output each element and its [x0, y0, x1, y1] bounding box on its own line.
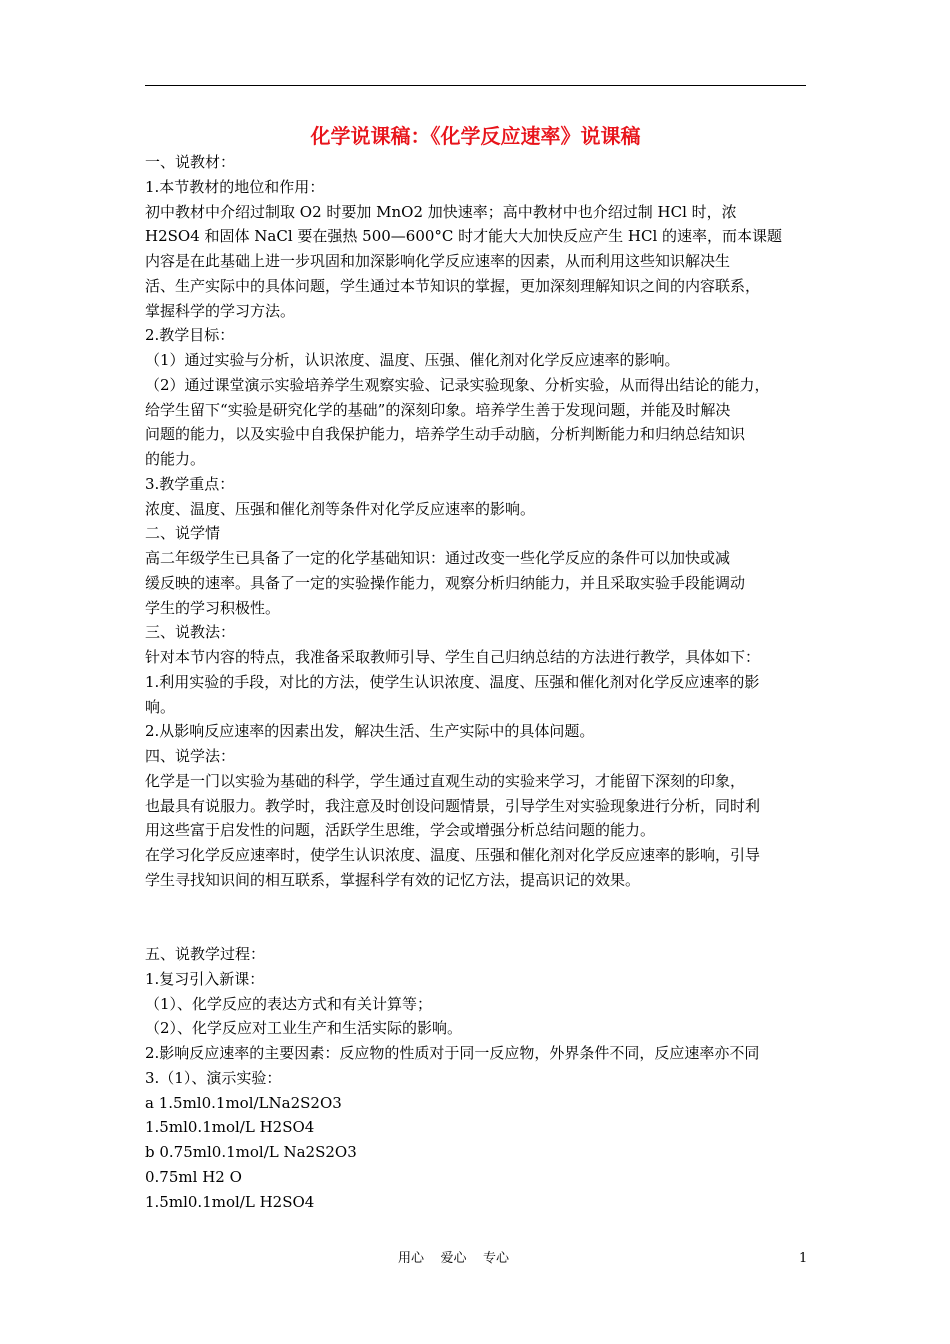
text-line: 活、生产实际中的具体问题，学生通过本节知识的掌握，更加深刻理解知识之间的内容联系， — [145, 276, 761, 295]
text-line: 1.5ml0.1mol/L H2SO4 — [145, 1118, 315, 1137]
text-line: 1.复习引入新课： — [145, 969, 265, 988]
text-line: 浓度、温度、压强和催化剂等条件对化学反应速率的影响。 — [145, 499, 536, 518]
header-rule — [145, 85, 806, 86]
text-line: 也最具有说服力。教学时，我注意及时创设问题情景，引导学生对实验现象进行分析，同时利 — [145, 796, 761, 815]
text-line: 化学是一门以实验为基础的科学，学生通过直观生动的实验来学习，才能留下深刻的印象， — [145, 771, 746, 790]
text-line — [145, 917, 809, 942]
text-line: H2SO4 和固体 NaCl 要在强热 500—600°C 时才能大大加快反应产生 HCl 的速率，而本课题 — [145, 227, 783, 246]
text-line — [145, 893, 809, 918]
text-line: 一、说教材： — [145, 153, 236, 171]
text-line: 2.教学目标： — [145, 326, 235, 345]
text-line: 给学生留下“实验是研究化学的基础”的深刻印象。培养学生善于发现问题，并能及时解决 — [145, 400, 731, 419]
text-line: b 0.75ml0.1mol/L Na2S2O3 — [145, 1143, 357, 1161]
text-line: 用这些富于启发性的问题，活跃学生思维，学会或增强分析总结问题的能力。 — [145, 821, 656, 840]
text-line: 三、说教法： — [145, 623, 236, 642]
text-line: 问题的能力，以及实验中自我保护能力，培养学生动手动脑，分析判断能力和归纳总结知识 — [145, 425, 746, 444]
text-line: （2）通过课堂演示实验培养学生观察实验、记录实验现象、分析实验，从而得出结论的能力， — [145, 375, 770, 394]
text-line: 四、说学法： — [145, 747, 236, 765]
text-line: （2）、化学反应对工业生产和生活实际的影响。 — [145, 1019, 463, 1038]
text-line: 五、说教学过程： — [145, 945, 266, 963]
text-line: a 1.5ml0.1mol/LNa2S2O3 — [145, 1093, 342, 1112]
text-line: 针对本节内容的特点，我准备采取教师引导、学生自己归纳总结的方法进行教学，具体如下： — [145, 648, 761, 666]
text-line: 的能力。 — [145, 450, 206, 468]
text-line: 学生的学习积极性。 — [145, 598, 281, 617]
text-line: 3.（1）、演示实验： — [145, 1068, 282, 1087]
text-line: 2.从影响反应速率的因素出发，解决生活、生产实际中的具体问题。 — [145, 722, 595, 741]
text-line: 掌握科学的学习方法。 — [145, 301, 296, 320]
document-body — [145, 150, 809, 1214]
text-line: 响。 — [145, 697, 176, 716]
text-line: （1）、化学反应的表达方式和有关计算等； — [145, 994, 433, 1013]
text-line: 0.75ml H2 O — [145, 1167, 242, 1186]
document-title: 化学说课稿：《化学反应速率》说课稿 — [310, 124, 641, 148]
text-line: 高二年级学生已具备了一定的化学基础知识：通过改变一些化学反应的条件可以加快或减 — [145, 549, 731, 567]
text-line: 在学习化学反应速率时，使学生认识浓度、温度、压强和催化剂对化学反应速率的影响，引导 — [145, 846, 761, 864]
text-line: 初中教材中介绍过制取 O2 时要加 MnO2 加快速率；高中教材中也介绍过制 HCl 时，浓 — [145, 202, 737, 221]
page-number: 1 — [799, 1251, 808, 1266]
text-line: 学生寻找知识间的相互联系，掌握科学有效的记忆方法，提高识记的效果。 — [145, 870, 641, 889]
footer-motto: 用心 爱心 专心 — [398, 1251, 510, 1266]
text-line: 1.本节教材的地位和作用： — [145, 177, 325, 196]
text-line: 二、说学情 — [145, 524, 221, 543]
text-line: 2.影响反应速率的主要因素：反应物的性质对于同一反应物，外界条件不同，反应速率亦不同 — [145, 1044, 760, 1062]
text-line: 内容是在此基础上进一步巩固和加深影响化学反应速率的因素，从而利用这些知识解决生 — [145, 252, 731, 270]
text-line: 1.利用实验的手段，对比的方法，使学生认识浓度、温度、压强和催化剂对化学反应速率的影 — [145, 672, 760, 691]
text-line: 3.教学重点： — [145, 474, 235, 493]
text-line: （1）通过实验与分析，认识浓度、温度、压强、催化剂对化学反应速率的影响。 — [145, 351, 680, 369]
text-line: 1.5ml0.1mol/L H2SO4 — [145, 1192, 315, 1211]
page-footer — [0, 1249, 950, 1269]
text-line: 缓反映的速率。具备了一定的实验操作能力，观察分析归纳能力，并且采取实验手段能调动 — [145, 573, 746, 592]
